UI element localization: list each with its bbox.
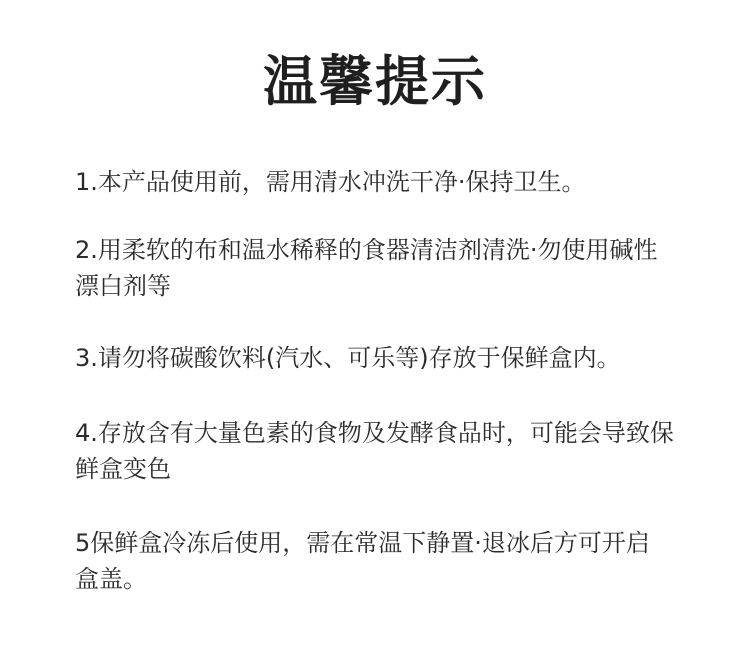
tip-text: 盒盖。 — [75, 565, 147, 593]
page-title: 温馨提示 — [263, 50, 487, 113]
tip-text: 1.本产品使用前，需用清水冲洗干净·保持卫生。 — [75, 168, 586, 196]
tip-item — [75, 340, 695, 376]
tip-item — [75, 164, 695, 200]
tip-item — [75, 415, 695, 487]
tip-text: 5保鲜盒冷冻后使用，需在常温下静置·退冰后方可开启 — [75, 529, 650, 557]
tip-text: 漂白剂等 — [75, 272, 171, 300]
tip-item — [75, 525, 695, 597]
tip-text: 2.用柔软的布和温水稀释的食器清洁剂清洗·勿使用碱性 — [75, 236, 658, 264]
tip-item — [75, 232, 695, 304]
tip-text: 鲜盒变色 — [75, 455, 171, 483]
tip-text: 3.请勿将碳酸饮料(汽水、可乐等)存放于保鲜盒内。 — [75, 344, 621, 372]
tip-text: 4.存放含有大量色素的食物及发酵食品时，可能会导致保 — [75, 419, 674, 447]
